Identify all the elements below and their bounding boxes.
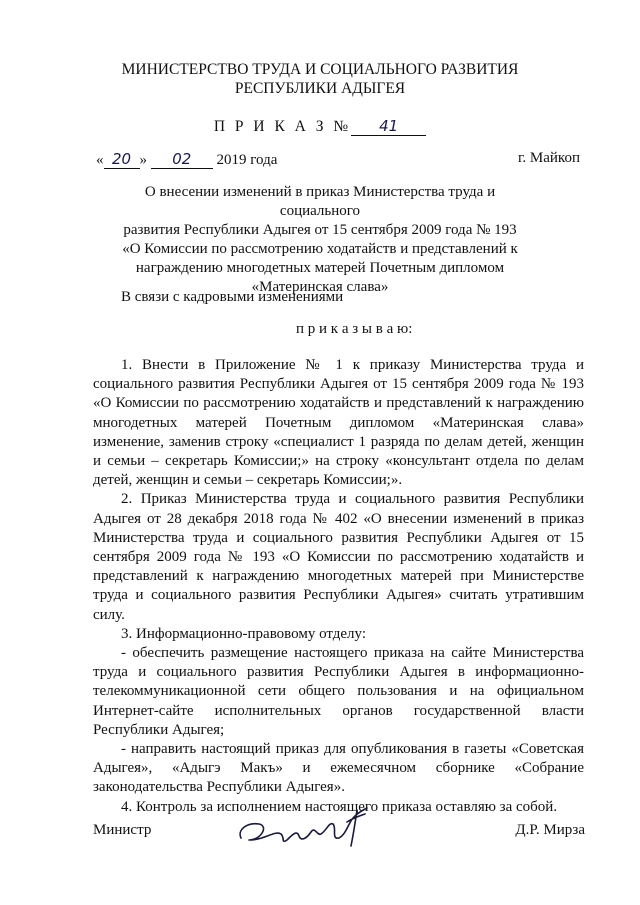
- paragraph-4: 4. Контроль за исполнением настоящего приказа оставляю за собой.: [121, 798, 558, 815]
- paragraph-3b: - направить настоящий приказ для опубликования в газеты «Советская Адыгея», «Адыгэ Макъ» и ежемесячном сборнике «Собрание законодательства Республики Адыгея».: [93, 741, 584, 796]
- paragraph-3a: - обеспечить размещение настоящего приказа на сайте Министерства труда и социального развития Республики Адыгея в информационно-телекоммуникационной сети общего пользования и на официальном Интернет-сайте исполнительных органов государственной власти Республики Адыгея;: [93, 645, 584, 738]
- date-open-quote: «: [96, 152, 104, 168]
- date-day: 20: [104, 150, 140, 169]
- preamble: В связи с кадровыми изменениями: [121, 289, 344, 305]
- ministry-header-line1: МИНИСТЕРСТВО ТРУДА И СОЦИАЛЬНОГО РАЗВИТИЯ: [121, 61, 519, 78]
- signature-name: Д.Р. Мирза: [515, 822, 585, 838]
- signature-position: Министр: [93, 822, 152, 838]
- ministry-header-line2: РЕСПУБЛИКИ АДЫГЕЯ: [234, 80, 406, 97]
- title-line: О внесении изменений в приказ Министерства труда и социального: [144, 184, 496, 219]
- order-body: [93, 356, 584, 817]
- ministry-header: [0, 60, 640, 98]
- date-year: 2019 года: [216, 152, 278, 168]
- paragraph-2: 2. Приказ Министерства труда и социального развития Республики Адыгея от 28 декабря 2018 года № 402 «О внесении изменений в приказ Министерства труда и социального развития Республики Адыгея от 15 сентября 2009 года № 193 «О Комиссии по рассмотрению ходатайств и представлений к награждению многодетных матерей при Министерстве труда и социального развития Республики Адыгея» считать утратившим силу.: [93, 491, 584, 623]
- order-date: [96, 150, 277, 169]
- paragraph-3: 3. Информационно-правовому отделу:: [121, 625, 367, 642]
- paragraph-1: 1. Внести в Приложение № 1 к приказу Министерства труда и социального развития Республики Адыгея от 15 сентября 2009 года № 193 «О Комиссии по рассмотрению ходатайств и представлений к награждению многодетных матерей Почетным дипломом «Материнская слава» изменение, заменив строку «специалист 1 разряда по делам детей, женщин и семьи – секретарь Комиссии;» на строку «консультант отдела по делам детей, женщин и семьи – секретарь Комиссии;».: [93, 357, 584, 489]
- order-label: П Р И К А З №: [213, 118, 352, 135]
- order-number: 41: [351, 117, 426, 136]
- order-heading: [0, 117, 640, 136]
- date-close-quote: »: [139, 152, 147, 168]
- handwritten-signature: [235, 800, 395, 856]
- title-line: «О Комиссии по рассмотрению ходатайств и представлений к: [122, 241, 518, 257]
- date-month: 02: [151, 150, 213, 169]
- title-line: «Материнская слава»: [251, 279, 389, 295]
- order-title: [120, 183, 520, 297]
- decree-word: п р и к а з ы в а ю:: [296, 321, 413, 337]
- title-line: награждению многодетных матерей Почетным дипломом: [135, 260, 505, 276]
- title-line: развития Республики Адыгея от 15 сентября 2009 года № 193: [123, 222, 517, 238]
- order-city: г. Майкоп: [517, 150, 580, 166]
